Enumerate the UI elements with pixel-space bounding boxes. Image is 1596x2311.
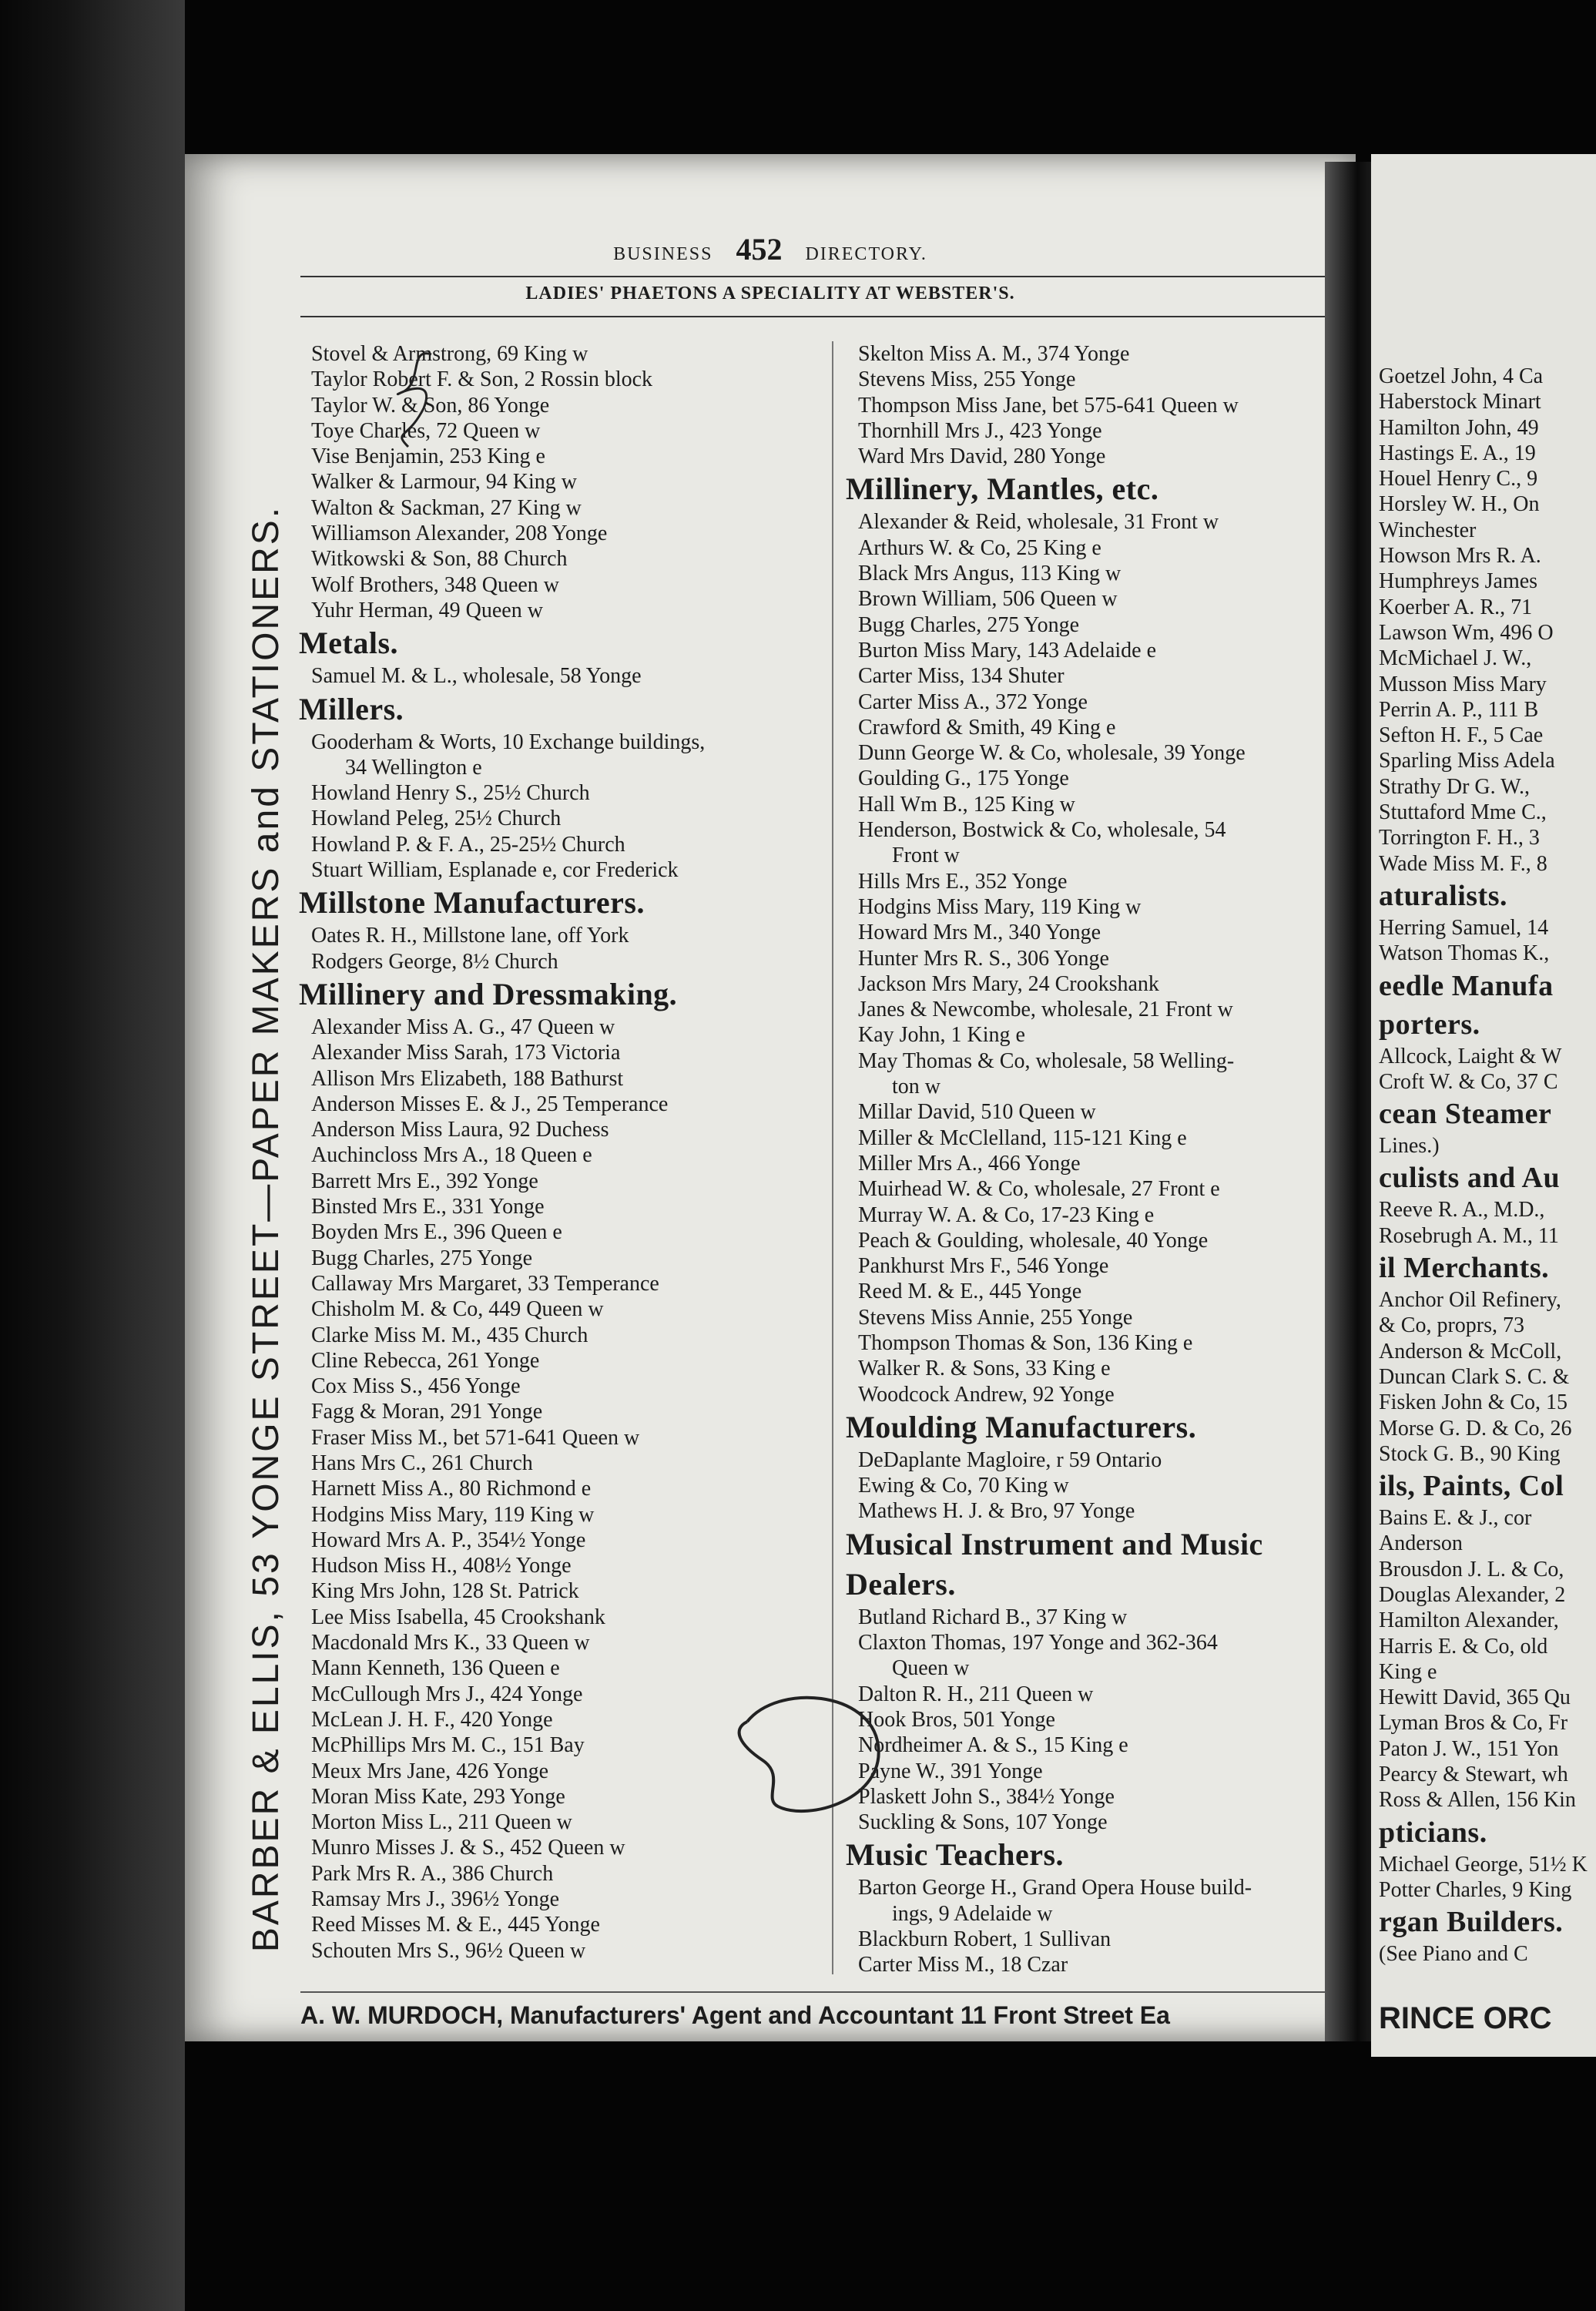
listing-continuation: ton w (892, 1075, 940, 1099)
listing-entry: Lines.) (1379, 1134, 1440, 1159)
listing-entry: Rosebrugh A. M., 11 (1379, 1223, 1559, 1248)
listing-entry: Howson Mrs R. A. (1379, 544, 1541, 569)
listing-entry: Sparling Miss Adela (1379, 749, 1555, 773)
footer-rule (300, 1991, 1356, 1993)
listing-entry: Macdonald Mrs K., 33 Queen w (311, 1631, 590, 1655)
listing-entry: Witkowski & Son, 88 Church (311, 547, 568, 572)
vertical-advert-banner: BARBER & ELLIS, 53 YONGE STREET—PAPER MAKERS and STATIONERS. (246, 505, 287, 1953)
listing-entry: Hewitt David, 365 Qu (1379, 1685, 1571, 1710)
listing-entry: Alexander & Reid, wholesale, 31 Front w (858, 510, 1219, 535)
listing-entry: Carter Miss, 134 Shuter (858, 664, 1065, 689)
listing-entry: Butland Richard B., 37 King w (858, 1605, 1128, 1629)
listing-entry: Anderson (1379, 1531, 1463, 1556)
listing-entry: Thompson Thomas & Son, 136 King e (858, 1330, 1193, 1355)
category-heading: culists and Au (1379, 1162, 1561, 1195)
listing-entry: Paton J. W., 151 Yon (1379, 1736, 1559, 1761)
listing-entry: Stuart William, Esplanade e, cor Frederick (311, 858, 679, 883)
listing-entry: Anderson & McColl, (1379, 1339, 1562, 1363)
listing-entry: Blackburn Robert, 1 Sullivan (858, 1927, 1112, 1952)
listing-entry: Reeve R. A., M.D., (1379, 1198, 1545, 1223)
listing-entry: Hall Wm B., 125 King w (858, 792, 1075, 817)
listing-entry: Hodgins Miss Mary, 119 King w (311, 1502, 595, 1527)
listing-entry: Brown William, 506 Queen w (858, 587, 1118, 612)
category-heading: ils, Paints, Col (1379, 1470, 1564, 1503)
listing-entry: Bugg Charles, 275 Yonge (858, 612, 1080, 637)
listing-entry: Arthurs W. & Co, 25 King e (858, 535, 1101, 560)
slogan-rule (300, 316, 1348, 317)
listing-entry: Douglas Alexander, 2 (1379, 1582, 1566, 1607)
directory-page (185, 154, 1356, 2041)
listing-entry: Meux Mrs Jane, 426 Yonge (311, 1759, 548, 1783)
header-left-word: BUSINESS (613, 244, 713, 264)
listing-entry: Wolf Brothers, 348 Queen w (311, 572, 560, 597)
listing-entry: Stovel & Armstrong, 69 King w (311, 342, 588, 366)
category-heading: Millstone Manufacturers. (299, 885, 645, 921)
listing-entry: Miller & McClelland, 115-121 King e (858, 1125, 1187, 1150)
listing-entry: Cline Rebecca, 261 Yonge (311, 1348, 540, 1373)
category-heading: Millinery, Mantles, etc. (846, 471, 1159, 507)
category-heading: Metals. (299, 626, 399, 661)
listing-entry: Fisken John & Co, 15 (1379, 1390, 1568, 1415)
listing-entry: Walker & Larmour, 94 King w (311, 470, 577, 495)
category-heading: il Merchants. (1379, 1252, 1550, 1285)
listing-entry: Plaskett John S., 384½ Yonge (858, 1784, 1115, 1809)
listing-entry: Allison Mrs Elizabeth, 188 Bathurst (311, 1066, 624, 1091)
listing-entry: Henderson, Bostwick & Co, wholesale, 54 (858, 818, 1226, 843)
listing-entry: May Thomas & Co, wholesale, 58 Welling- (858, 1048, 1235, 1073)
listing-entry: Pankhurst Mrs F., 546 Yonge (858, 1254, 1109, 1279)
listing-entry: Toye Charles, 72 Queen w (311, 418, 541, 443)
listing-entry: Allcock, Laight & W (1379, 1044, 1562, 1068)
left-column (299, 341, 823, 1964)
listing-entry: Nordheimer A. & S., 15 King e (858, 1733, 1128, 1758)
column-divider (832, 341, 833, 1974)
listing-entry: Lyman Bros & Co, Fr (1379, 1711, 1568, 1736)
listing-entry: Miller Mrs A., 466 Yonge (858, 1151, 1081, 1176)
listing-entry: Schouten Mrs S., 96½ Queen w (311, 1938, 586, 1963)
listing-entry: Taylor W. & Son, 86 Yonge (311, 393, 550, 418)
listing-entry: McMichael J. W., (1379, 646, 1532, 671)
listing-entry: Morse G. D. & Co, 26 (1379, 1416, 1572, 1441)
listing-entry: Williamson Alexander, 208 Yonge (311, 522, 608, 546)
listing-entry: Payne W., 391 Yonge (858, 1759, 1043, 1783)
listing-entry: Alexander Miss Sarah, 173 Victoria (311, 1041, 621, 1065)
listing-entry: Lawson Wm, 496 O (1379, 620, 1554, 645)
listing-entry: Torrington F. H., 3 (1379, 826, 1540, 850)
listing-entry: Perrin A. P., 111 B (1379, 697, 1539, 722)
listing-entry: Suckling & Sons, 107 Yonge (858, 1810, 1108, 1835)
listing-entry: Moran Miss Kate, 293 Yonge (311, 1784, 565, 1809)
listing-entry: Harris E. & Co, old (1379, 1634, 1548, 1659)
listing-entry: Samuel M. & L., wholesale, 58 Yonge (311, 664, 642, 689)
listing-entry: Potter Charles, 9 King (1379, 1877, 1572, 1902)
listing-entry: Dalton R. H., 211 Queen w (858, 1682, 1094, 1706)
listing-entry: Walker R. & Sons, 33 King e (858, 1357, 1111, 1381)
listing-continuation: Queen w (892, 1656, 970, 1681)
listing-entry: Bains E. & J., cor (1379, 1506, 1532, 1531)
listing-entry: Vise Benjamin, 253 King e (311, 444, 545, 469)
listing-entry: Murray W. A. & Co, 17-23 King e (858, 1202, 1155, 1227)
category-heading: aturalists. (1379, 879, 1507, 912)
listing-entry: Hodgins Miss Mary, 119 King w (858, 894, 1142, 919)
listing-entry: Harnett Miss A., 80 Richmond e (311, 1477, 592, 1501)
category-heading: Music Teachers. (846, 1837, 1065, 1873)
listing-entry: Carter Miss A., 372 Yonge (858, 689, 1088, 714)
listing-entry: Goetzel John, 4 Ca (1379, 364, 1544, 388)
listing-entry: Houel Henry C., 9 (1379, 467, 1538, 491)
listing-entry: Hook Bros, 501 Yonge (858, 1707, 1055, 1732)
category-heading: Moulding Manufacturers. (846, 1409, 1197, 1444)
listing-entry: Binsted Mrs E., 331 Yonge (311, 1195, 545, 1219)
listing-entry: Park Mrs R. A., 386 Church (311, 1861, 554, 1886)
listing-entry: Hans Mrs C., 261 Church (311, 1451, 533, 1475)
category-heading: Millers. (299, 691, 404, 726)
header-rule (300, 276, 1348, 277)
listing-entry: Reed Misses M. & E., 445 Yonge (311, 1913, 600, 1937)
listing-entry: DeDaplante Magloire, r 59 Ontario (858, 1447, 1162, 1472)
facing-page (1371, 154, 1596, 2057)
listing-entry: Howland Henry S., 25½ Church (311, 781, 590, 806)
listing-entry: Croft W. & Co, 37 C (1379, 1069, 1558, 1094)
listing-entry: Burton Miss Mary, 143 Adelaide e (858, 638, 1157, 662)
category-heading: pticians. (1379, 1816, 1487, 1849)
listing-entry: Haberstock Minart (1379, 390, 1541, 414)
listing-continuation: ings, 9 Adelaide w (892, 1901, 1053, 1926)
listing-entry: Thompson Miss Jane, bet 575-641 Queen w (858, 393, 1239, 418)
listing-entry: Taylor Robert F. & Son, 2 Rossin block (311, 367, 653, 392)
listing-entry: Munro Misses J. & S., 452 Queen w (311, 1836, 625, 1860)
middle-column (846, 341, 1354, 1978)
footer-advert: A. W. MURDOCH, Manufacturers' Agent and Accountant 11 Front Street Ea (300, 2001, 1170, 2029)
listing-entry: Howard Mrs M., 340 Yonge (858, 921, 1101, 945)
listing-entry: Fagg & Moran, 291 Yonge (311, 1400, 543, 1424)
category-heading: porters. (1379, 1008, 1480, 1041)
listing-entry: & Co, proprs, 73 (1379, 1313, 1524, 1338)
listing-entry: Mathews H. J. & Bro, 97 Yonge (858, 1499, 1135, 1524)
listing-entry: Muirhead W. & Co, wholesale, 27 Front e (858, 1177, 1220, 1202)
listing-entry: Stock G. B., 90 King (1379, 1441, 1561, 1466)
listing-entry: Cox Miss S., 456 Yonge (311, 1374, 521, 1399)
listing-entry: Mann Kenneth, 136 Queen e (311, 1656, 560, 1681)
listing-entry: Barton George H., Grand Opera House build- (858, 1876, 1252, 1900)
listing-entry: Wade Miss M. F., 8 (1379, 851, 1547, 876)
listing-entry: Sefton H. F., 5 Cae (1379, 723, 1544, 748)
listing-entry: Hamilton Alexander, (1379, 1608, 1559, 1633)
listing-entry: (See Piano and C (1379, 1942, 1528, 1967)
listing-entry: Gooderham & Worts, 10 Exchange buildings, (311, 730, 706, 754)
listing-entry: Walton & Sackman, 27 King w (311, 495, 582, 520)
listing-entry: Hunter Mrs R. S., 306 Yonge (858, 946, 1109, 971)
listing-entry: Strathy Dr G. W., (1379, 774, 1530, 799)
listing-entry: Duncan Clark S. C. & (1379, 1364, 1570, 1389)
page-header (185, 231, 1356, 267)
listing-entry: Anderson Misses E. & J., 25 Temperance (311, 1092, 669, 1116)
header-slogan: LADIES' PHAETONS A SPECIALITY AT WEBSTER'S. (525, 283, 1015, 304)
facing-footer-advert: RINCE ORC (1379, 2001, 1552, 2035)
listing-entry: Anchor Oil Refinery, (1379, 1288, 1561, 1313)
listing-entry: Chisholm M. & Co, 449 Queen w (311, 1297, 604, 1322)
listing-entry: Crawford & Smith, 49 King e (858, 715, 1116, 740)
header-right-word: DIRECTORY. (805, 244, 927, 264)
listing-entry: Reed M. & E., 445 Yonge (858, 1280, 1082, 1304)
listing-entry: Ross & Allen, 156 Kin (1379, 1788, 1576, 1813)
listing-entry: Oates R. H., Millstone lane, off York (311, 924, 629, 948)
listing-entry: Rodgers George, 8½ Church (311, 949, 558, 974)
listing-entry: Carter Miss M., 18 Czar (858, 1953, 1068, 1977)
listing-entry: Musson Miss Mary (1379, 672, 1547, 696)
listing-entry: King Mrs John, 128 St. Patrick (311, 1579, 579, 1604)
listing-continuation: 34 Wellington e (345, 755, 482, 780)
listing-entry: Millar David, 510 Queen w (858, 1100, 1096, 1125)
listing-entry: Ramsay Mrs J., 396½ Yonge (311, 1887, 560, 1912)
listing-entry: Boyden Mrs E., 396 Queen e (311, 1220, 562, 1245)
listing-entry: King e (1379, 1659, 1437, 1684)
listing-entry: McPhillips Mrs M. C., 151 Bay (311, 1733, 585, 1758)
listing-entry: Stuttaford Mme C., (1379, 800, 1547, 825)
listing-entry: Brousdon J. L. & Co, (1379, 1557, 1564, 1581)
book-edge (0, 0, 185, 2311)
listing-entry: Ward Mrs David, 280 Yonge (858, 444, 1106, 469)
listing-entry: Howland Peleg, 25½ Church (311, 807, 562, 831)
category-heading: Musical Instrument and Music (846, 1526, 1263, 1561)
listing-entry: Dunn George W. & Co, wholesale, 39 Yonge (858, 741, 1246, 766)
listing-entry: Bugg Charles, 275 Yonge (311, 1246, 533, 1270)
listing-continuation: Front w (892, 844, 960, 868)
page-number: 452 (736, 232, 783, 267)
listing-entry: Howard Mrs A. P., 354½ Yonge (311, 1528, 586, 1552)
listing-entry: Jackson Mrs Mary, 24 Crookshank (858, 971, 1159, 996)
category-heading: eedle Manufa (1379, 969, 1554, 1002)
listing-entry: Morton Miss L., 211 Queen w (311, 1810, 572, 1835)
listing-entry: Thornhill Mrs J., 423 Yonge (858, 418, 1102, 443)
category-heading: Millinery and Dressmaking. (299, 976, 678, 1011)
listing-entry: Koerber A. R., 71 (1379, 595, 1533, 619)
listing-entry: Horsley W. H., On (1379, 492, 1540, 517)
listing-entry: Anderson Miss Laura, 92 Duchess (311, 1118, 609, 1142)
listing-entry: Peach & Goulding, wholesale, 40 Yonge (858, 1228, 1209, 1253)
listing-entry: Auchincloss Mrs A., 18 Queen e (311, 1143, 592, 1168)
listing-entry: Humphreys James (1379, 569, 1538, 594)
listing-entry: Skelton Miss A. M., 374 Yonge (858, 342, 1130, 366)
listing-entry: Hudson Miss H., 408½ Yonge (311, 1554, 572, 1578)
listing-entry: Janes & Newcombe, wholesale, 21 Front w (858, 998, 1233, 1022)
listing-entry: Kay John, 1 King e (858, 1023, 1025, 1048)
listing-entry: McLean J. H. F., 420 Yonge (311, 1707, 553, 1732)
listing-entry: Stevens Miss, 255 Yonge (858, 367, 1076, 392)
listing-entry: Michael George, 51½ K (1379, 1852, 1588, 1877)
listing-entry: Claxton Thomas, 197 Yonge and 362-364 (858, 1631, 1218, 1655)
listing-entry: Stevens Miss Annie, 255 Yonge (858, 1305, 1133, 1330)
listing-entry: Goulding G., 175 Yonge (858, 766, 1069, 791)
listing-entry: Yuhr Herman, 49 Queen w (311, 598, 543, 622)
listing-entry: Hamilton John, 49 (1379, 415, 1539, 440)
listing-entry: Pearcy & Stewart, wh (1379, 1763, 1568, 1787)
listing-entry: Ewing & Co, 70 King w (858, 1474, 1069, 1498)
listing-entry: Fraser Miss M., bet 571-641 Queen w (311, 1425, 640, 1450)
listing-entry: Barrett Mrs E., 392 Yonge (311, 1169, 538, 1193)
listing-entry: Alexander Miss A. G., 47 Queen w (311, 1015, 615, 1039)
listing-entry: McCullough Mrs J., 424 Yonge (311, 1682, 583, 1706)
listing-entry: Herring Samuel, 14 (1379, 915, 1549, 940)
listing-entry: Howland P. & F. A., 25-25½ Church (311, 832, 625, 857)
listing-entry: Hills Mrs E., 352 Yonge (858, 869, 1068, 894)
category-heading: Dealers. (846, 1566, 956, 1602)
listing-entry: Black Mrs Angus, 113 King w (858, 562, 1122, 586)
listing-entry: Watson Thomas K., (1379, 941, 1550, 966)
category-heading: rgan Builders. (1379, 1906, 1564, 1939)
listing-entry: Woodcock Andrew, 92 Yonge (858, 1382, 1115, 1407)
listing-entry: Lee Miss Isabella, 45 Crookshank (311, 1605, 605, 1629)
listing-entry: Winchester (1379, 518, 1477, 542)
facing-column (1379, 364, 1596, 1967)
listing-entry: Clarke Miss M. M., 435 Church (311, 1323, 588, 1347)
listing-entry: Hastings E. A., 19 (1379, 441, 1536, 465)
category-heading: cean Steamer (1379, 1098, 1552, 1131)
listing-entry: Callaway Mrs Margaret, 33 Temperance (311, 1271, 659, 1296)
